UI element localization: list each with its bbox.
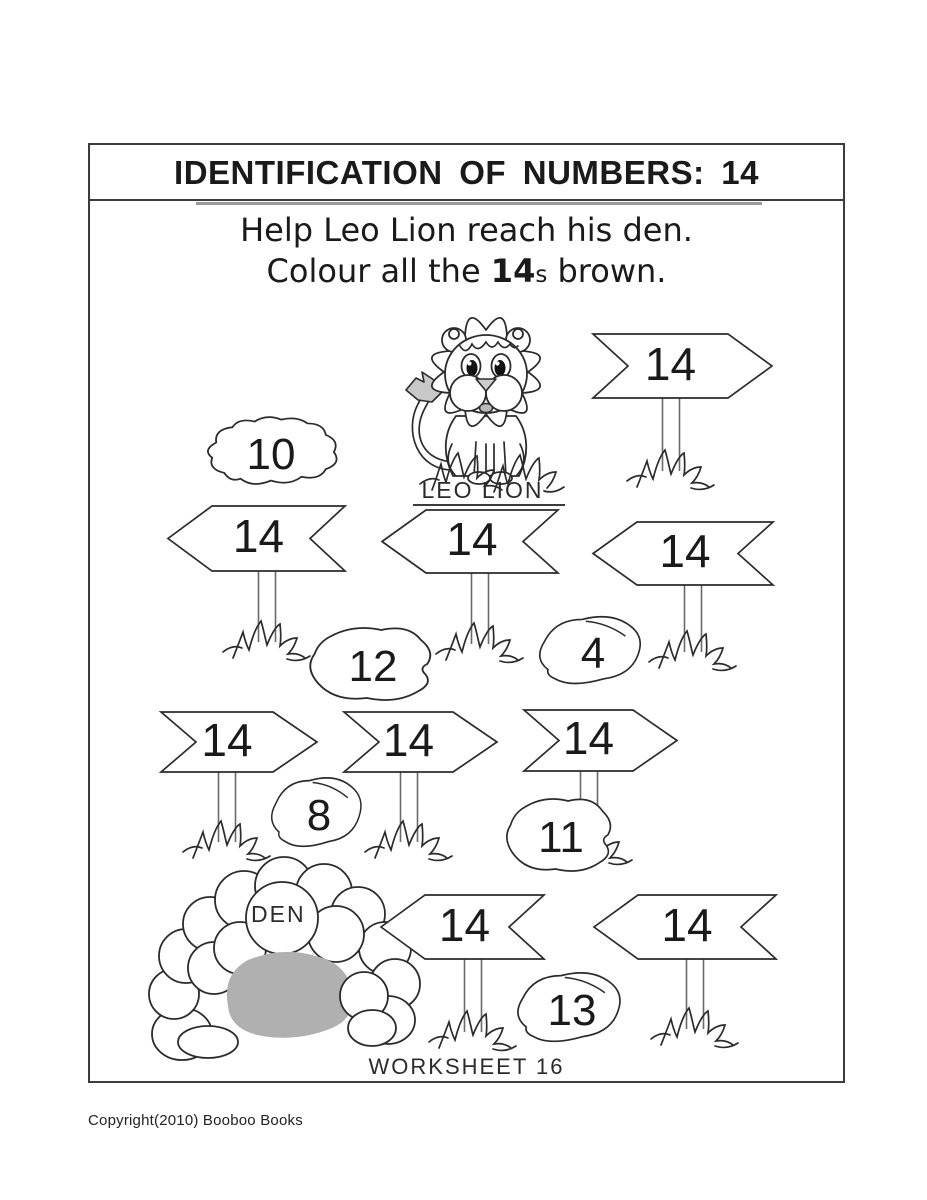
rock-number: 12 <box>348 642 398 691</box>
instruction-line-2 <box>90 252 843 290</box>
instruction-target-number: 14 <box>490 252 536 290</box>
sign-number: 14 <box>659 525 711 577</box>
sign-number: 14 <box>232 510 285 562</box>
instruction-line-1: Help Leo Lion reach his den. <box>240 211 693 249</box>
sign-number: 14 <box>446 513 498 565</box>
grass-tuft <box>432 620 528 666</box>
page-title: IDENTIFICATION OF NUMBERS: 14 <box>174 154 759 191</box>
grass-tuft <box>645 628 741 674</box>
number-rock-12[interactable] <box>300 622 446 706</box>
number-rock-8[interactable] <box>263 773 375 853</box>
grass-tuft <box>647 1005 743 1051</box>
sign-number: 14 <box>562 712 615 764</box>
sign-number: 14 <box>438 899 491 951</box>
rock-number: 11 <box>538 813 584 862</box>
leo-lion-illustration <box>398 294 573 496</box>
grass-tuft <box>179 818 275 864</box>
den-opening <box>227 952 353 1038</box>
sign-number: 14 <box>201 714 253 766</box>
number-rock-4[interactable] <box>530 612 656 690</box>
rock-number: 10 <box>246 430 296 479</box>
sign-number: 14 <box>661 899 713 951</box>
sign-number: 14 <box>382 714 435 766</box>
title-separator-shadow <box>196 202 762 205</box>
den-label: DEN <box>251 901 306 927</box>
rock-number: 13 <box>547 986 597 1035</box>
copyright-text: Copyright(2010) Booboo Books <box>88 1112 303 1129</box>
sign-number: 14 <box>644 338 697 390</box>
number-rock-11[interactable] <box>498 793 624 877</box>
lion-mouth <box>480 404 493 413</box>
lion-label-underline <box>413 504 565 506</box>
rock-number: 8 <box>306 791 332 840</box>
number-rock-10[interactable] <box>200 412 342 492</box>
instruction-line-2-pre: Colour all the <box>266 252 491 290</box>
signpost-14[interactable] <box>592 333 773 501</box>
number-rock-13[interactable] <box>508 968 636 1048</box>
grass-tuft <box>623 447 719 493</box>
title-separator <box>90 199 843 201</box>
grass-tuft <box>425 1008 521 1054</box>
lion-label: LEO LION <box>421 477 544 503</box>
instruction-plural-s: s <box>535 262 548 288</box>
rock-number: 4 <box>580 629 606 678</box>
worksheet-number-label: WORKSHEET 16 <box>368 1054 565 1079</box>
instruction-line-2-post: brown. <box>547 252 667 290</box>
